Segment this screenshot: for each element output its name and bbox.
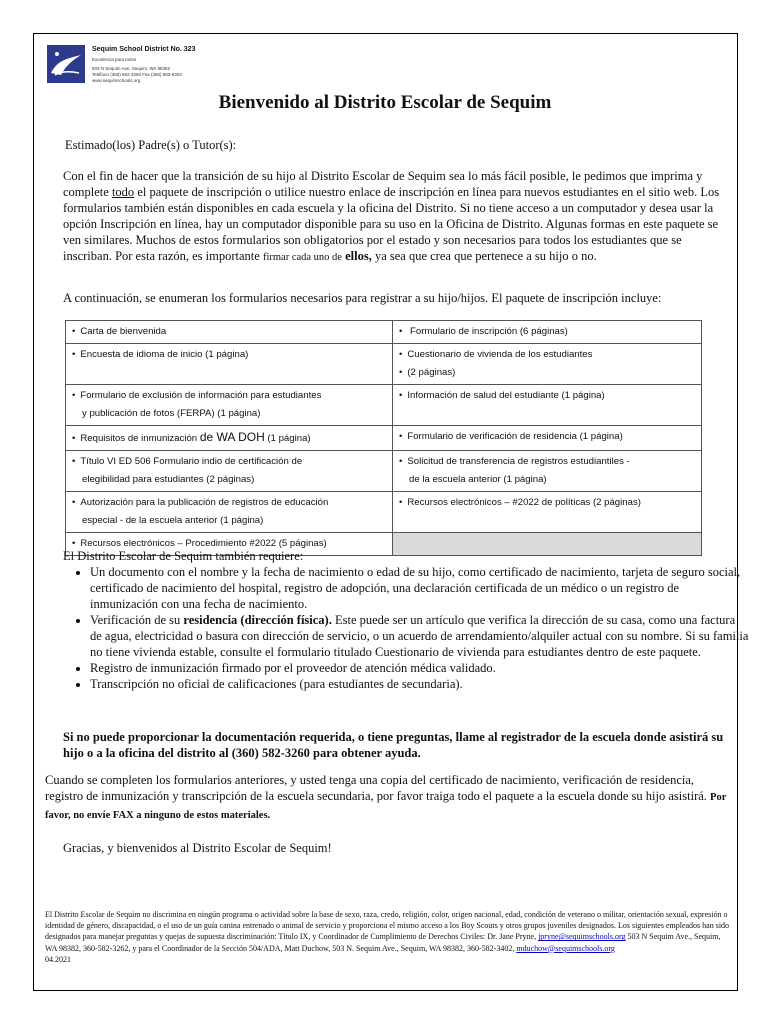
table-cell: • Formulario de inscripción (6 páginas) <box>393 321 702 344</box>
table-cell: • Requisitos de inmunización de WA DOH (1 página) <box>66 426 393 451</box>
table-cell: • Carta de bienvenida <box>66 321 393 344</box>
salutation: Estimado(los) Padre(s) o Tutor(s): <box>65 138 237 152</box>
forms-table <box>65 320 702 556</box>
list-item: • Transcripción no oficial de calificaciones (para estudiantes de secundaria). <box>90 676 750 692</box>
table-row <box>66 492 702 533</box>
no-fax-notice: Por favor, no envíe FAX a ninguno de estos materiales. <box>45 792 727 821</box>
revision-date: 04.2021 <box>45 954 71 964</box>
table-row <box>66 426 702 451</box>
email-link-mduchow[interactable]: mduchow@sequimschools.org <box>516 943 615 953</box>
table-cell: • Título VI ED 506 Formulario indio de certificación de elegibilidad para estudiantes (2 páginas) <box>66 451 393 492</box>
table-row <box>66 385 702 426</box>
list-item: • Un documento con el nombre y la fecha de nacimiento o edad de su hijo, como certificado de nacimiento, tarjeta de seguro social, certificado de nacimiento del hospital, registro de adopción, una declaración certificada de un médico o un registro de inmunización con una fecha de nacimiento. <box>90 564 750 612</box>
intro-todo: todo <box>111 185 135 199</box>
header-line: 503 N Sequim Ave, Sequim, WA 98382 <box>92 66 171 71</box>
table-cell: • Información de salud del estudiante (1 página) <box>393 385 702 426</box>
table-cell: • Cuestionario de vivienda de los estudiantes • (2 páginas) <box>393 344 702 385</box>
intro-text: el paquete de inscripción o utilice nuestro enlace de inscripción en línea para nuevos estudiantes en el sitio web. Los formularios también están disponibles en cada escuela y la oficina del Distrito. Si no tiene acceso a un computador y desea usar la opción Inscripción en línea, hay un computador disponible para su uso en la Oficina de Distrito. Algunas formas en este paquete se ven similares. Muchos de estos formularios son obligatorios por el estado y son necesarios para todos los estudiantes que se inscriban. Por esta razón, es importante <box>63 185 720 263</box>
table-row <box>66 451 702 492</box>
requirements-list <box>65 564 750 692</box>
table-cell: • Solicitud de transferencia de registros estudiantiles - de la escuela anterior (1 página) <box>393 451 702 492</box>
intro-paragraph <box>63 168 731 266</box>
nondiscrimination-footer: El Distrito Escolar de Sequim no discrimina en ningún programa o actividad sobre la base de sexo, raza, credo, religión, color, origen nacional, edad, condición de veterano o militar, orientación sexual, expresión o identidad de género, discapacidad, o el uso de un guía canina entrenado o animal de servicio y proporciona el mismo acceso a los Boy Scouts y otros grupos juveniles designados. Los siguientes empleados han sido designados para manejar preguntas y quejas de supuesta discriminación: Título IX, y Coordinador de Cumplimiento de Derechos Civiles: Dr. Jane Pryne, jpryne@sequimschools.org 503 N Sequim Ave., Sequim, WA 98382, 360-582-3262, y para el Coordinador de la Sección 504/ADA, Matt Duchow, 503 N. Sequim Ave., Sequim, WA 98382, 360-582-3402, mduchow@sequimschools.org 04.2021 <box>45 910 730 964</box>
table-cell: • Formulario de verificación de residencia (1 página) <box>393 426 702 451</box>
completion-paragraph: Cuando se completen los formularios anteriores, y usted tenga una copia del certificado de nacimiento, verificación de residencia, registro de inmunización y transcripción de la escuela secundaria, por favor traiga todo el paquete a la escuela donde su hijo asistirá. Por favor, no envíe FAX a ninguno de estos materiales. <box>45 773 727 821</box>
table-cell-empty <box>393 533 702 556</box>
list-item: • Registro de inmunización firmado por el proveedor de atención médica validado. <box>90 660 750 676</box>
intro-small: firmar cada uno de <box>262 252 342 263</box>
header-line: Teléfono (360) 582-3260 Fax (360) 683-6303 <box>92 72 182 77</box>
thanks-line: Gracias, y bienvenidos al Distrito Escolar de Sequim! <box>63 841 332 855</box>
table-row <box>66 344 702 385</box>
email-link-jpryne[interactable]: jpryne@sequimschools.org <box>538 932 626 942</box>
table-cell: • Formulario de exclusión de información para estudiantes y publicación de fotos (FERPA) (1 página) <box>66 385 393 426</box>
bird-logo-icon <box>47 45 85 83</box>
district-logo <box>47 45 85 83</box>
table-cell: • Recursos electrónicos – #2022 de políticas (2 páginas) <box>393 492 702 533</box>
intro-text: Con el fin de hacer que la transición de su hijo al Distrito Escolar de Sequim sea lo más fácil posible, le pedimos que imprima y complete <box>63 169 703 199</box>
intro-bold: ellos, <box>345 249 372 263</box>
help-notice: Si no puede proporcionar la documentación requerida, o tiene preguntas, llame al registrador de la escuela donde asistirá su hijo o a la oficina del distrito al (360) 582-3260 para obtener ayuda. <box>63 730 724 760</box>
requires-heading: El Distrito Escolar de Sequim también requiere: <box>63 549 304 563</box>
table-row <box>66 321 702 344</box>
header-line: www.sequimschools.org <box>92 78 141 83</box>
table-cell: • Recursos electrónicos – Procedimiento #2022 (5 páginas) <box>66 533 393 556</box>
table-cell: • Autorización para la publicación de registros de educación especial - de la escuela anterior (1 página) <box>66 492 393 533</box>
header-line: Excelencia para todos <box>92 57 137 62</box>
table-cell: • Encuesta de idioma de inicio (1 página) <box>66 344 393 385</box>
district-name: Sequim School District No. 323 <box>92 46 196 53</box>
intro-text: ya sea que crea que pertenece a su hijo o no. <box>371 249 597 263</box>
page-title: Bienvenido al Distrito Escolar de Sequim <box>218 92 552 113</box>
forms-intro: A continuación, se enumeran los formularios necesarios para registrar a su hijo/hijos. El paquete de inscripción incluye: <box>63 291 662 305</box>
list-item: • Verificación de su residencia (dirección física). Este puede ser un artículo que verifica la dirección de su casa, como una factura de agua, electricidad o basura con dirección de servicio, o un acuerdo de arrendamiento/alquiler actual con su nombre. Si su familia no tiene vivienda estable, consulte el formulario titulado Cuestionario de vivienda para estudiantes dentro de este paquete. <box>90 612 750 660</box>
